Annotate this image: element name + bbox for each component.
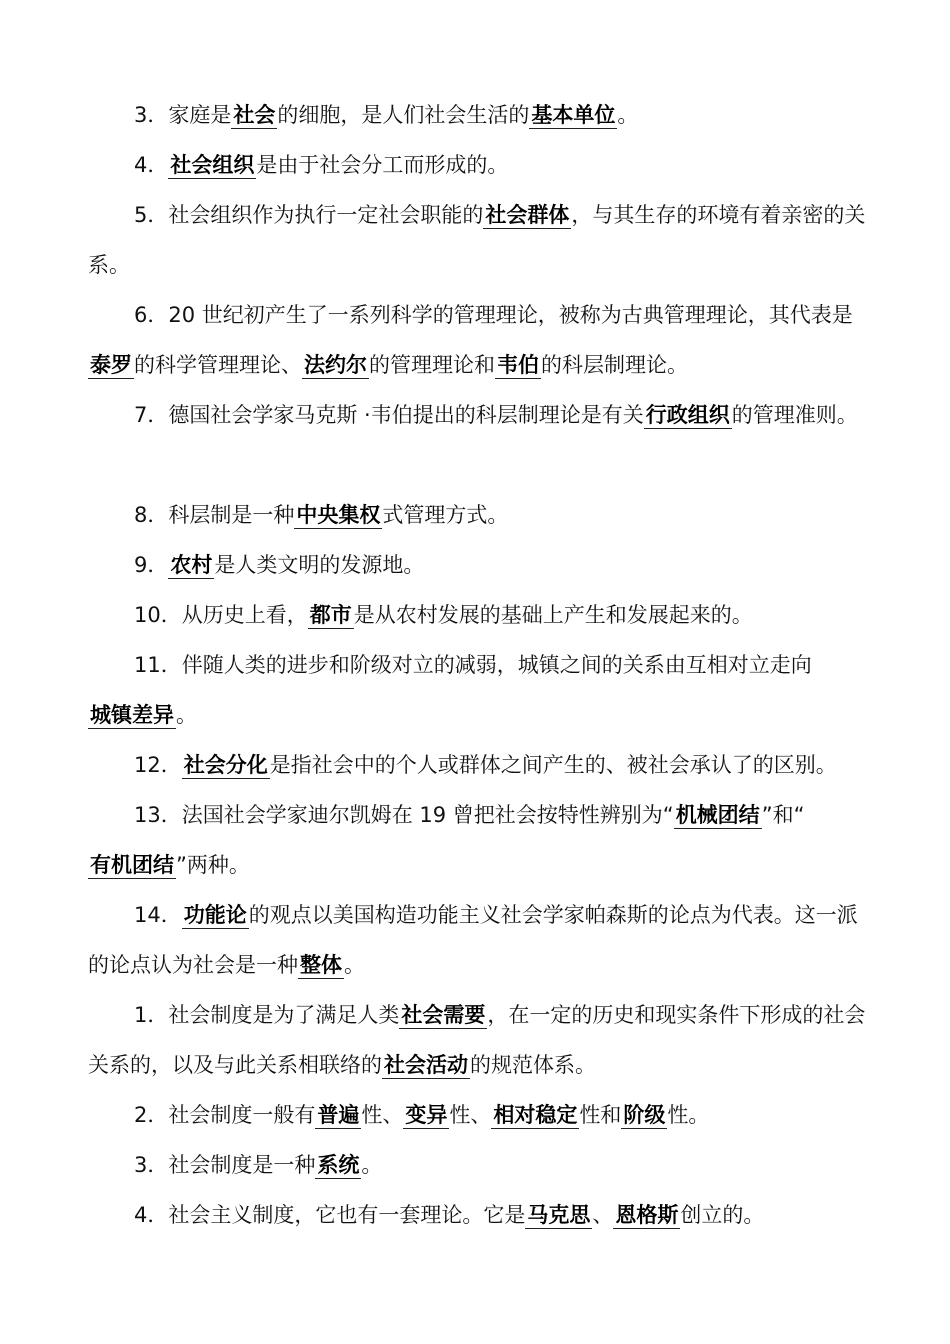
text: 。 — [176, 703, 197, 727]
paragraph-4b — [88, 1190, 868, 1240]
answer-keyword: 功能论 — [183, 903, 247, 927]
text: 。 — [361, 1153, 383, 1177]
paragraph-10 — [88, 590, 868, 640]
text: 创立的。 — [680, 1203, 765, 1227]
item-number: 5． — [134, 203, 169, 227]
answer-keyword: 恩格斯 — [615, 1203, 679, 1227]
text: 的科层制理论。 — [541, 353, 688, 377]
text: 是由于社会分工而形成的。 — [256, 153, 509, 177]
item-number: 12． — [134, 753, 182, 777]
paragraph-5 — [88, 190, 868, 290]
paragraph-4a — [88, 140, 868, 190]
item-number: 8． — [134, 503, 169, 527]
text: 社会主义制度，它也有一套理论。它是 — [168, 1203, 526, 1227]
item-number: 2． — [134, 1103, 169, 1127]
text: 是指社会中的个人或群体之间产生的、被社会承认了的区别。 — [269, 753, 837, 777]
paragraph-8 — [88, 490, 868, 540]
answer-keyword: 都市 — [309, 603, 352, 627]
text: 科层制是一种 — [168, 503, 295, 527]
item-number: 11． — [134, 653, 182, 677]
item-number: 9． — [134, 553, 169, 577]
answer-keyword: 系统 — [317, 1153, 360, 1177]
text: 是人类文明的发源地。 — [214, 553, 425, 577]
paragraph-2b — [88, 1090, 868, 1140]
text: 性。 — [667, 1103, 710, 1127]
text: 性、 — [361, 1103, 404, 1127]
text: 。 — [617, 103, 639, 127]
text: 的管理准则。 — [731, 403, 858, 427]
answer-keyword: 社会群体 — [485, 203, 570, 227]
paragraph-1b — [88, 990, 868, 1090]
answer-keyword: 社会需要 — [401, 1003, 486, 1027]
text: 20 世纪初产生了一系列科学的管理理论，被称为古典管理理论，其代表是 — [168, 303, 853, 327]
text: 的管理理论和 — [369, 353, 495, 377]
paragraph-14 — [88, 890, 868, 990]
text: 是从农村发展的基础上产生和发展起来的。 — [353, 603, 753, 627]
paragraph-12 — [88, 740, 868, 790]
text: 伴随人类的进步和阶级对立的减弱，城镇之间的关系由互相对立走向 — [181, 653, 812, 677]
item-number: 3． — [134, 103, 169, 127]
answer-keyword: 社会分化 — [183, 753, 268, 777]
text: ”和“ — [761, 803, 805, 827]
text: 性、 — [449, 1103, 492, 1127]
text: 从历史上看， — [181, 603, 308, 627]
item-number: 1． — [134, 1003, 169, 1027]
paragraph-3a — [88, 90, 868, 140]
item-number: 4． — [134, 153, 169, 177]
answer-keyword: 变异 — [405, 1103, 448, 1127]
answer-keyword: 泰罗 — [90, 353, 132, 377]
answer-keyword: 相对稳定 — [493, 1103, 578, 1127]
answer-keyword: 阶级 — [623, 1103, 666, 1127]
text: 家庭是 — [168, 103, 232, 127]
text: 、 — [592, 1203, 614, 1227]
answer-keyword: 基本单位 — [531, 103, 616, 127]
answer-keyword: 马克思 — [527, 1203, 591, 1227]
item-number: 6． — [134, 303, 169, 327]
answer-keyword: 机械团结 — [675, 803, 760, 827]
paragraph-13 — [88, 790, 868, 890]
text: ，与其生存的环境有着亲密的关系。 — [88, 203, 866, 277]
answer-keyword: 普遍 — [317, 1103, 360, 1127]
answer-keyword: 整体 — [300, 953, 342, 977]
text: 社会制度是一种 — [168, 1153, 316, 1177]
item-number: 13． — [134, 803, 182, 827]
paragraph-3b — [88, 1140, 868, 1190]
text: 的规范体系。 — [470, 1053, 596, 1077]
item-number: 4． — [134, 1203, 169, 1227]
text: 的细胞，是人们社会生活的 — [277, 103, 530, 127]
text: 社会制度一般有 — [168, 1103, 316, 1127]
item-number: 3． — [134, 1153, 169, 1177]
paragraph-7 — [88, 390, 868, 440]
paragraph-6 — [88, 290, 868, 390]
text: 。 — [344, 953, 365, 977]
text: 法国社会学家迪尔凯姆在 19 曾把社会按特性辨别为“ — [181, 803, 674, 827]
text: 社会组织作为执行一定社会职能的 — [168, 203, 484, 227]
text: 性和 — [579, 1103, 622, 1127]
answer-keyword: 社会活动 — [384, 1053, 468, 1077]
paragraph-9 — [88, 540, 868, 590]
answer-keyword: 有机团结 — [90, 853, 174, 877]
answer-keyword: 城镇差异 — [90, 703, 174, 727]
answer-keyword: 法约尔 — [304, 353, 367, 377]
text: 的观点以美国构造功能主义社会学家帕森斯的论点为代表。这一派的论点认为社会是一种 — [88, 903, 858, 977]
answer-keyword: 中央集权 — [296, 503, 381, 527]
item-number: 7． — [134, 403, 169, 427]
text: 式管理方式。 — [382, 503, 509, 527]
text: ”两种。 — [176, 853, 250, 877]
text: 的科学管理理论、 — [134, 353, 302, 377]
paragraph-11 — [88, 640, 868, 740]
answer-keyword: 社会 — [233, 103, 276, 127]
item-number: 14． — [134, 903, 182, 927]
answer-keyword: 行政组织 — [645, 403, 730, 427]
item-number: 10． — [134, 603, 182, 627]
answer-keyword: 农村 — [170, 553, 213, 577]
text: ，在一定的历史和现实条件下形成的社会关系的，以及与此关系相联络的 — [88, 1003, 866, 1077]
text: 社会制度是为了满足人类 — [168, 1003, 400, 1027]
answer-keyword: 社会组织 — [170, 153, 255, 177]
answer-keyword: 韦伯 — [497, 353, 539, 377]
text: 德国社会学家马克斯 ·韦伯提出的科层制理论是有关 — [168, 403, 644, 427]
